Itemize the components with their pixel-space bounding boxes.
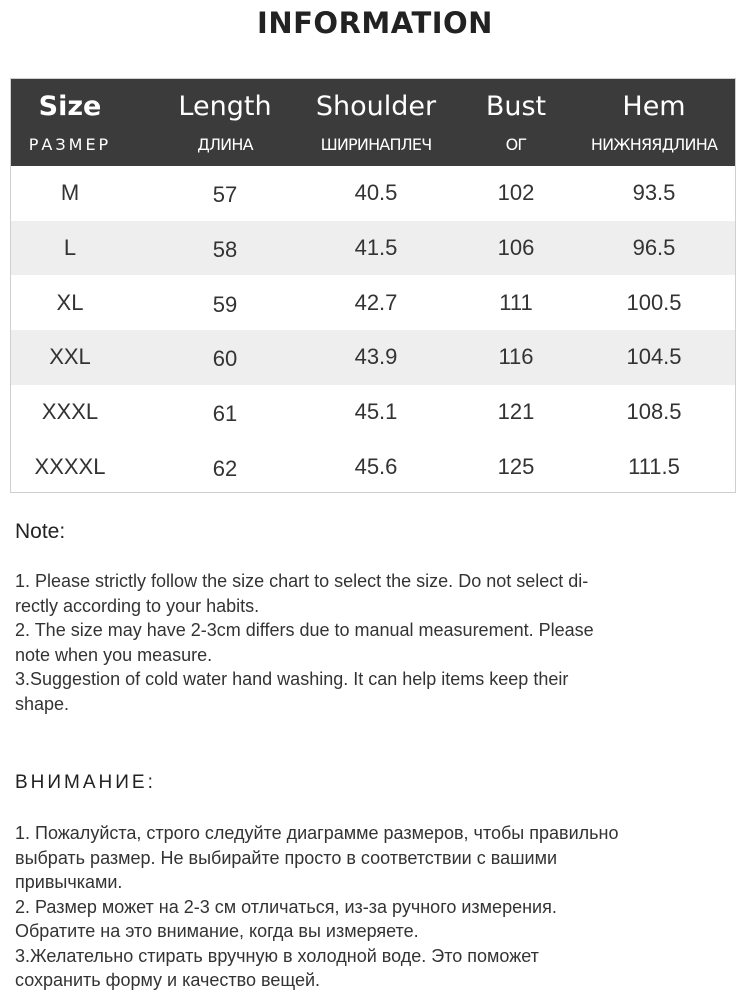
- header-hem-ru: НИЖНЯЯДЛИНА: [590, 135, 718, 154]
- cell-length: 57: [212, 182, 238, 208]
- table-row: [11, 166, 735, 221]
- cell-bust: 125: [497, 453, 535, 479]
- header-bust: [451, 79, 581, 166]
- cell-size: XL: [56, 289, 84, 315]
- cell-length: 60: [212, 346, 238, 372]
- header-size-ru: РАЗМЕР: [28, 135, 112, 154]
- cell-shoulder: 45.1: [354, 399, 398, 425]
- cell-size: L: [63, 235, 77, 261]
- cell-size: XXL: [49, 344, 91, 370]
- cell-bust: 111: [499, 289, 533, 315]
- header-shoulder: [301, 79, 451, 166]
- header-hem: [581, 79, 727, 166]
- cell-bust: 102: [497, 180, 535, 206]
- note-heading: Note:: [15, 520, 66, 543]
- note-text: [15, 569, 730, 716]
- cell-hem: 96.5: [632, 235, 676, 261]
- attention-heading: ВНИМАНИЕ:: [15, 772, 156, 793]
- header-length-en: Length: [178, 91, 272, 122]
- cell-length: 59: [212, 291, 238, 317]
- cell-hem: 100.5: [626, 289, 682, 315]
- cell-length: 58: [212, 237, 238, 263]
- table-row: [11, 330, 735, 385]
- note-line: 3.Suggestion of cold water hand washing. It can help items keep their: [15, 669, 569, 689]
- cell-bust: 116: [498, 344, 534, 370]
- header-size: [11, 79, 129, 166]
- cell-shoulder: 40.5: [354, 180, 398, 206]
- attention-line: 1. Пожалуйста, строго следуйте диаграмме размеров, чтобы правильно: [15, 823, 619, 843]
- cell-length: 61: [212, 401, 238, 427]
- table-row: [11, 275, 735, 330]
- cell-shoulder: 43.9: [354, 344, 398, 370]
- header-length-ru: ДЛИНА: [197, 135, 253, 154]
- header-bust-ru: ОГ: [505, 135, 527, 154]
- cell-hem: 111.5: [628, 453, 680, 479]
- table-header: [11, 79, 735, 166]
- note-line: 2. The size may have 2-3cm differs due to manual measurement. Please: [15, 620, 594, 640]
- attention-line: Обратите на это внимание, когда вы измеряете.: [15, 921, 419, 941]
- header-bust-en: Bust: [485, 91, 547, 122]
- cell-shoulder: 42.7: [354, 289, 398, 315]
- note-line: note when you measure.: [15, 644, 213, 665]
- table-row: [11, 221, 735, 276]
- header-shoulder-en: Shoulder: [315, 91, 437, 122]
- cell-size: XXXL: [41, 399, 99, 425]
- attention-line: привычками.: [15, 872, 123, 892]
- cell-size: XXXXL: [34, 453, 106, 479]
- cell-hem: 93.5: [632, 180, 676, 206]
- cell-bust: 106: [497, 235, 535, 261]
- header-hem-en: Hem: [622, 91, 686, 122]
- cell-shoulder: 45.6: [354, 453, 398, 479]
- table-row: [11, 385, 735, 440]
- note-line: shape.: [15, 693, 70, 714]
- header-shoulder-ru: ШИРИНАПЛЕЧ: [320, 135, 432, 154]
- note-line: rectly according to your habits.: [15, 595, 260, 616]
- header-length: [151, 79, 299, 166]
- cell-shoulder: 41.5: [354, 235, 398, 261]
- note-line: 1. Please strictly follow the size chart to select the size. Do not select di-: [15, 571, 589, 591]
- cell-hem: 108.5: [626, 399, 682, 425]
- attention-line: выбрать размер. Не выбирайте просто в соответствии с вашими: [15, 847, 558, 868]
- cell-bust: 121: [497, 399, 535, 425]
- attention-text: [15, 821, 730, 993]
- cell-size: M: [60, 180, 80, 206]
- page-title: INFORMATION: [257, 6, 493, 40]
- cell-hem: 104.5: [626, 344, 682, 370]
- cell-length: 62: [212, 455, 238, 481]
- attention-line: 2. Размер может на 2-3 см отличаться, из-за ручного измерения.: [15, 896, 557, 917]
- size-chart-table: [10, 78, 736, 493]
- table-row: [11, 440, 735, 494]
- attention-line: 3.Желательно стирать вручную в холодной воде. Это поможет: [15, 945, 539, 966]
- header-size-en: Size: [38, 91, 102, 122]
- attention-line: сохранить форму и качество вещей.: [15, 970, 321, 990]
